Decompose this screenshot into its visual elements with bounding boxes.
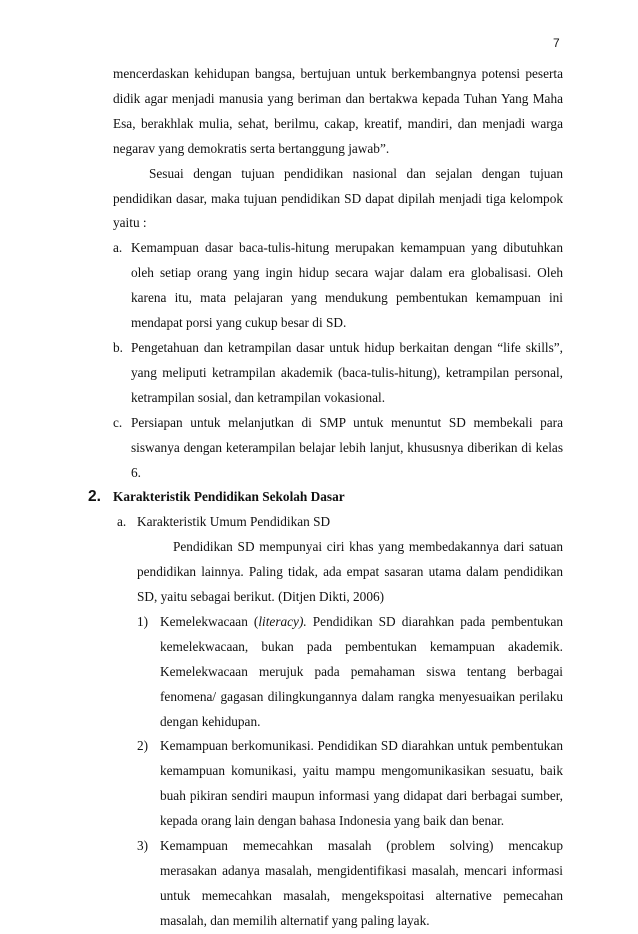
goal-item: [113, 236, 563, 336]
subsection-marker: a.: [117, 514, 127, 530]
intro-continuation: mencerdaskan kehidupan bangsa, bertujuan untuk berkembangnya potensi peserta didik agar menjadi manusia yang beriman dan bertakwa kepada Tuhan Yang Maha Esa, berakhlak mulia, sehat, berilmu, cakap, kreatif, mandiri, dan menjadi warga negarav yang demokratis serta bertanggung jawab”.: [113, 66, 563, 156]
subsection: [117, 510, 563, 933]
intro-paragraph: Sesuai dengan tujuan pendidikan nasional dan sejalan dengan tujuan pendidikan dasar, maka tujuan pendidikan SD dapat dipilah menjadi tiga kelompok yaitu :: [113, 165, 563, 231]
item-italic: literacy).: [258, 613, 307, 629]
list-marker: 3): [137, 838, 149, 854]
item-lead: Kemelekwacaan (: [160, 613, 259, 629]
goal-text: Pengetahuan dan ketrampilan dasar untuk hidup berkaitan dengan “life skills”, yang meliputi ketrampilan akademik (baca-tulis-hitung), ketrampilan personal, ketrampilan sosial, dan ketrampilan vokasional.: [131, 339, 563, 405]
list-marker: b.: [113, 339, 123, 355]
list-marker: a.: [113, 240, 123, 256]
section-title: Karakteristik Pendidikan Sekolah Dasar: [113, 489, 345, 505]
item-text: Pendidikan SD diarahkan pada pembentukan kemelekwacaan, bukan pada pembentukan kemampuan akademik. Kemelekwacaan merujuk pada pemahaman siswa tentang berbagai fenomena/ gagasan dilingkungannya dalam rangka menyesuaikan perilaku dengan kehidupan.: [160, 613, 563, 729]
goals-list: [113, 236, 563, 485]
section-number: 2.: [88, 488, 101, 506]
list-marker: 1): [137, 613, 149, 629]
list-marker: c.: [113, 414, 123, 430]
subsection-title: Karakteristik Umum Pendidikan SD: [137, 514, 331, 530]
page-number: 7: [553, 36, 560, 50]
subsection-paragraph: Pendidikan SD mempunyai ciri khas yang membedakannya dari satuan pendidikan lainnya. Paling tidak, ada empat sasaran utama dalam pendidikan SD, yaitu sebagai berikut. (Ditjen Dikti, 2006): [137, 539, 563, 605]
list-marker: 2): [137, 738, 149, 754]
item-text: Kemampuan berkomunikasi. Pendidikan SD diarahkan untuk pembentukan kemampuan komunikasi, yaitu mampu mengomunikasikan sesuatu, baik buah pikiran sendiri maupun informasi yang didapat dari berbagai sumber, kepada orang lain dengan bahasa Indonesia yang baik dan benar.: [160, 738, 563, 829]
numbered-item: [137, 834, 563, 934]
numbered-item: [137, 610, 563, 735]
document-body: [88, 62, 563, 934]
goal-item: [113, 336, 563, 411]
subsection-heading: [117, 510, 563, 535]
goal-text: Kemampuan dasar baca-tulis-hitung merupakan kemampuan yang dibutuhkan oleh setiap orang yang ingin hidup secara wajar dalam era globalisasi. Oleh karena itu, mata pelajaran yang mendukung pembentukan kemampuan ini mendapat porsi yang cukup besar di SD.: [131, 240, 563, 331]
numbered-item: [137, 734, 563, 834]
item-text: Kemampuan memecahkan masalah (problem solving) mencakup merasakan adanya masalah, mengidentifikasi masalah, mencari informasi untuk memecahkan masalah, mengekspoitasi alternative pemecahan masalah, dan memilih alternatif yang paling layak.: [160, 838, 563, 928]
goal-item: [113, 411, 563, 486]
subsection-body: [137, 535, 563, 934]
section-heading: [88, 485, 563, 510]
goal-text: Persiapan untuk melanjutkan di SMP untuk menuntut SD membekali para siswanya dengan keterampilan belajar lebih lanjut, khususnya diberikan di kelas 6.: [131, 414, 563, 480]
